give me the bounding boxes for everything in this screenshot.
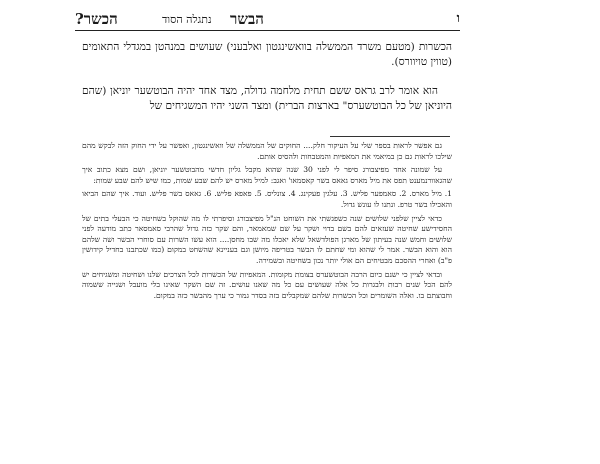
footnote-divider [330,136,450,137]
footnote-list: 1. מיל מארס. 2. סאמפער פליש. 3. עלגין פעקינג. 4. צונליס. 5. פאפא פליש. 6. גאאס בשר פליש. ועוד. איך שהם הביאו והאכילו בשר טרפ. ונתנו לו עונש גדול. [82,189,452,209]
body-text: הכשרות (מטעם משרד הממשלה בוואשינגטון ואלבעני) שעושים במנהטן במגדלי התאומים (טווין טויוורס). [82,41,452,68]
footnote: כדאי לציין שלפני שלושים שנה כשפגשתי את השוחט הנ"ל מפיצבורג וסיפרתי לו מה שהוקל בשחיטה כי הבעלי בתים של החסידישע שחיטה שעזאים להם בשם בדוי ושקר על שם שמאמאר, והם שקר כזה גדול שהרבי סאמסאר כתב מודעה לפני שלושים וחמש שנה בעיתון של מארגן הפולדשאל שלא יאכלו מה שבו מחסן.... הוא עשו השרות עם סוחרי הבשר ושה שלהם הוא והוא הבשר. אמר לי שהוא ומי שחתם לו הבשר בטריפה מיושן וגם בעניינא שהשחט במקום (כמו שכתבנו בחדיל קידושין פ"ב) ואחרי ההסכם מבטיחים הם אולי יותר נכון בשחיטה ובשמירה. [82,213,452,265]
page-header [75,8,460,31]
footnote: על שמונה אחד מפיצבורג סיפר לי לפני 30 שנה שהוא מקבל גליון חדשי מהבוטשער יוניאן, ושם מצא כתוב איך שהגאוורנמענט תפס את מיל מארס גאאס בשר קאסמאו' ואגב: למיל מארס יש להם שבע שמות, כמו שיש להם שבע שמות: [82,165,452,185]
running-title-a: הבשר [230,10,264,28]
body-text: הוא אומר לרב גראס ששם תחית מלחמה גדולה, מצד אחד יהיה הבוטשער יוניאן (שהם היוניאן של כל הבוטשערס" בארצות הברית) ומצד השני יהיו המשגיחים של [82,85,452,112]
footnote: גם אפשר לראות בספר שלי על העיקור חלק.... החוקים של הממשלה של וואשינגטון, ואפשר על ידי החוק הזה לבקש מהם שילכו לראות גם כן במיאמי את המאפיות והמטבחות ולהסיס אותם. [82,141,452,161]
main-paragraph-2 [82,84,452,114]
page-number: ו [456,11,460,26]
main-paragraph-1 [82,40,452,70]
running-title-b: נתגלה הסוד [162,13,212,26]
footnotes [82,141,452,304]
running-title-c: הכשר? [75,10,118,28]
footnote: ובדאי לציין כי ישנם כיום הרבה הבוטשערס בצומת מקומות. המאפיות של הכשרות לכל הצרכים שלנו ושחיטה ומשגיחים יש להם הכל שנים רבות ולבגרות כל אלה שעושים עם כל מה שאנו עושים. זה שם השקר שאינו בלי מועבל ושנייה ששמוה וחבוצתם בו. ואלה השומרים וכל הכשרות שלהם שמקבלים בזה בסדר גמור כי ערך מהבשר כזה במקום. [82,269,452,300]
